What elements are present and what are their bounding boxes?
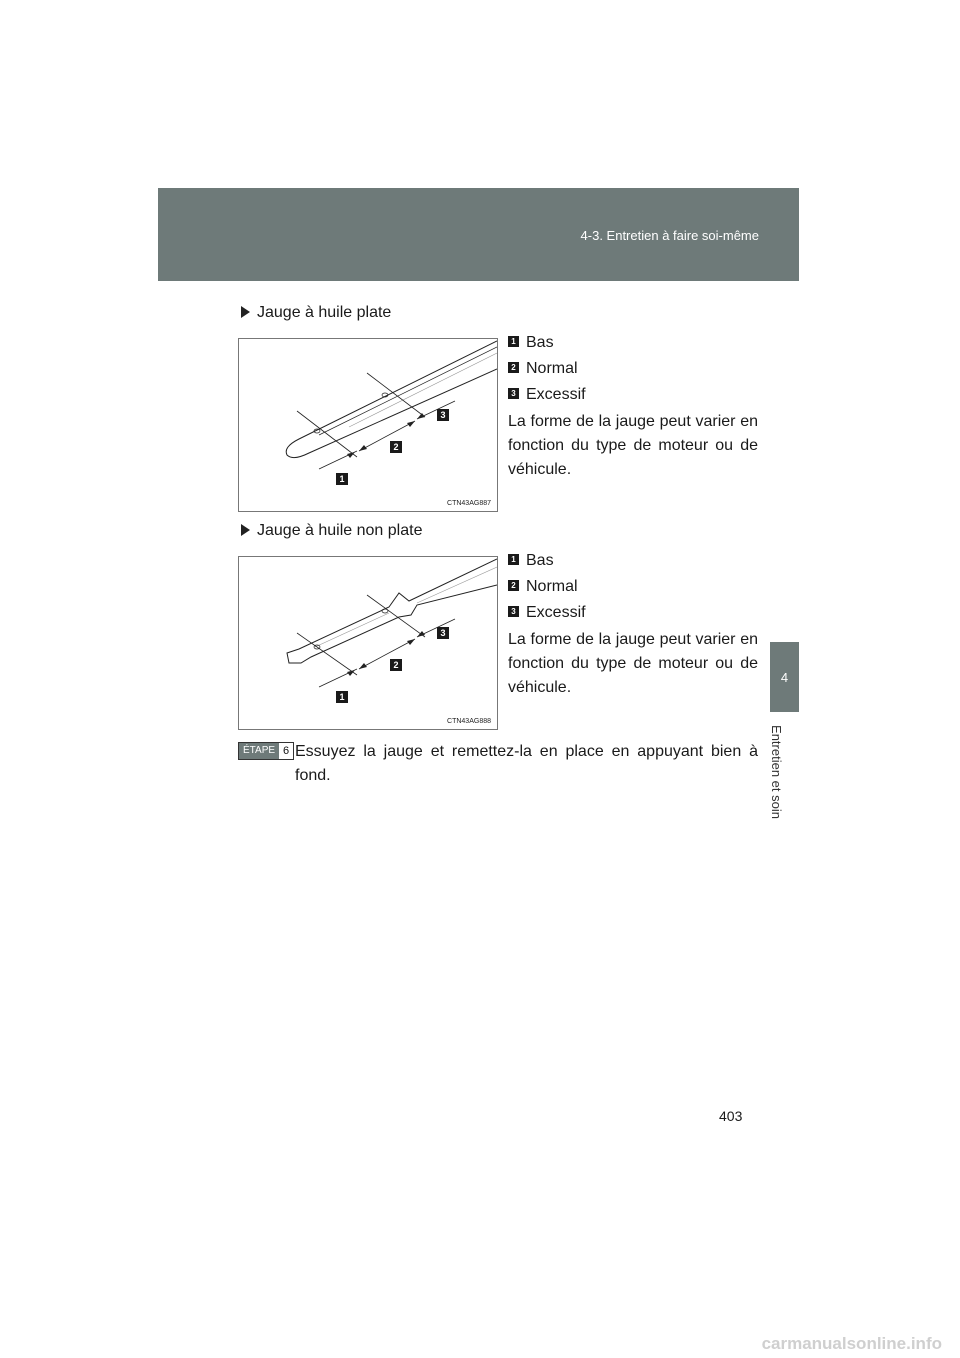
non-flat-dipstick-drawing: [239, 557, 497, 729]
step-6: [238, 740, 758, 788]
page-number: 403: [719, 1108, 743, 1124]
callout-2: 2: [393, 660, 399, 670]
watermark: carmanualsonline.info: [761, 1334, 942, 1353]
legend-item-low: 1 Bas: [508, 548, 758, 574]
step-number: 6: [279, 743, 293, 759]
figure-code: CTN43AG887: [447, 500, 491, 507]
legend-item-normal: 2 Normal: [508, 356, 758, 382]
legend-flat: [508, 330, 758, 482]
flat-dipstick-drawing: [239, 339, 497, 511]
legend-item-excess: 3 Excessif: [508, 382, 758, 408]
number-2-icon: 2: [508, 362, 519, 373]
callout-3: 3: [440, 628, 446, 638]
number-2-icon: 2: [508, 580, 519, 591]
step-label: ÉTAPE: [239, 743, 279, 759]
legend-note: La forme de la jauge peut varier en fonction du type de moteur ou de véhicule.: [508, 631, 758, 696]
step-badge: [238, 742, 294, 760]
legend-item-normal: 2 Normal: [508, 574, 758, 600]
legend-item-low: 1 Bas: [508, 330, 758, 356]
dipstick-figure-non-flat: [238, 556, 498, 730]
section-heading-non-flat: Jauge à huile non plate: [241, 522, 422, 540]
arrow-right-icon: [241, 524, 250, 536]
figure-code: CTN43AG888: [447, 718, 491, 725]
step-text: Essuyez la jauge et remettez-la en place en appuyant bien à fond.: [295, 743, 758, 784]
legend-note: La forme de la jauge peut varier en fonction du type de moteur ou de véhicule.: [508, 413, 758, 478]
callout-1: 1: [339, 692, 345, 702]
legend-non-flat: [508, 548, 758, 700]
number-1-icon: 1: [508, 554, 519, 565]
chapter-header: [158, 188, 799, 281]
chapter-tab-number: 4: [780, 670, 789, 685]
chapter-title: 4-3. Entretien à faire soi-même: [580, 228, 759, 243]
callout-2: 2: [393, 442, 399, 452]
number-3-icon: 3: [508, 388, 519, 399]
section-heading-flat: Jauge à huile plate: [241, 304, 391, 322]
number-3-icon: 3: [508, 606, 519, 617]
chapter-tab: [770, 642, 799, 712]
callout-1: 1: [339, 474, 345, 484]
chapter-tab-label: Entretien et soin: [769, 725, 784, 819]
dipstick-figure-flat: [238, 338, 498, 512]
number-1-icon: 1: [508, 336, 519, 347]
arrow-right-icon: [241, 306, 250, 318]
callout-3: 3: [440, 410, 446, 420]
legend-item-excess: 3 Excessif: [508, 600, 758, 626]
